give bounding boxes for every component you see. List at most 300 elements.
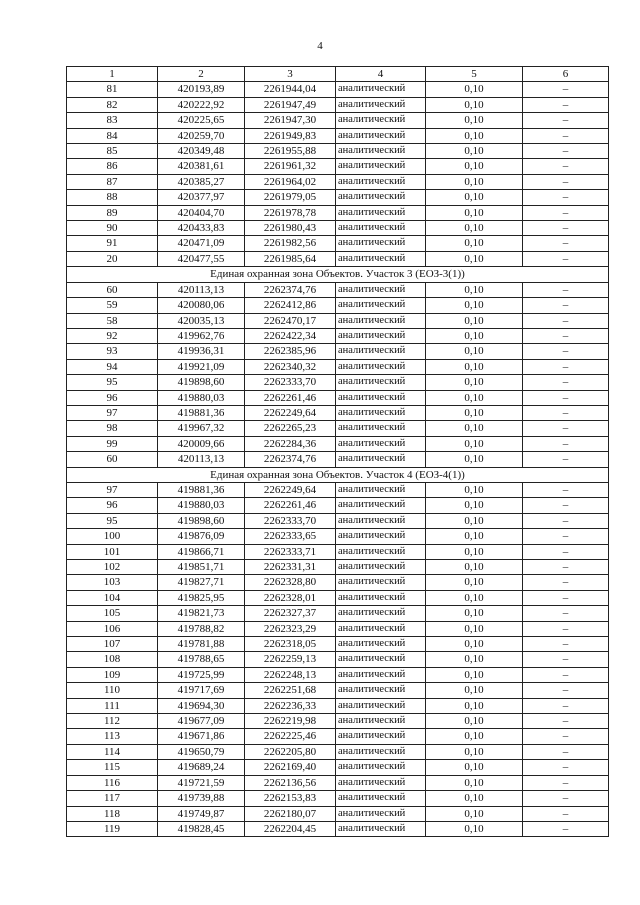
x-coordinate-cell: 420385,27 bbox=[158, 174, 245, 189]
x-coordinate-cell: 419725,99 bbox=[158, 667, 245, 682]
x-coordinate-cell: 419881,36 bbox=[158, 405, 245, 420]
x-coordinate-cell: 420080,06 bbox=[158, 298, 245, 313]
note-cell: – bbox=[523, 82, 609, 97]
accuracy-cell: 0,10 bbox=[426, 159, 523, 174]
accuracy-cell: 0,10 bbox=[426, 482, 523, 497]
x-coordinate-cell: 419866,71 bbox=[158, 544, 245, 559]
method-cell: аналитический bbox=[336, 606, 426, 621]
point-number-cell: 90 bbox=[67, 221, 158, 236]
table-row bbox=[67, 221, 609, 236]
accuracy-cell: 0,10 bbox=[426, 174, 523, 189]
note-cell: – bbox=[523, 560, 609, 575]
method-cell: аналитический bbox=[336, 544, 426, 559]
x-coordinate-cell: 419898,60 bbox=[158, 513, 245, 528]
note-cell: – bbox=[523, 529, 609, 544]
point-number-cell: 109 bbox=[67, 667, 158, 682]
point-number-cell: 112 bbox=[67, 714, 158, 729]
y-coordinate-cell: 2261949,83 bbox=[245, 128, 336, 143]
y-coordinate-cell: 2262261,46 bbox=[245, 390, 336, 405]
table-row bbox=[67, 529, 609, 544]
method-cell: аналитический bbox=[336, 144, 426, 159]
table-row bbox=[67, 113, 609, 128]
method-cell: аналитический bbox=[336, 621, 426, 636]
accuracy-cell: 0,10 bbox=[426, 652, 523, 667]
method-cell: аналитический bbox=[336, 667, 426, 682]
table-row bbox=[67, 128, 609, 143]
note-cell: – bbox=[523, 282, 609, 297]
note-cell: – bbox=[523, 729, 609, 744]
y-coordinate-cell: 2261944,04 bbox=[245, 82, 336, 97]
table-row bbox=[67, 436, 609, 451]
y-coordinate-cell: 2262333,70 bbox=[245, 375, 336, 390]
x-coordinate-cell: 419962,76 bbox=[158, 328, 245, 343]
table-row bbox=[67, 236, 609, 251]
x-coordinate-cell: 420349,48 bbox=[158, 144, 245, 159]
accuracy-cell: 0,10 bbox=[426, 606, 523, 621]
point-number-cell: 60 bbox=[67, 282, 158, 297]
note-cell: – bbox=[523, 575, 609, 590]
point-number-cell: 99 bbox=[67, 436, 158, 451]
x-coordinate-cell: 419881,36 bbox=[158, 482, 245, 497]
y-coordinate-cell: 2261947,30 bbox=[245, 113, 336, 128]
table-row bbox=[67, 744, 609, 759]
x-coordinate-cell: 419749,87 bbox=[158, 806, 245, 821]
method-cell: аналитический bbox=[336, 482, 426, 497]
note-cell: – bbox=[523, 452, 609, 467]
note-cell: – bbox=[523, 375, 609, 390]
x-coordinate-cell: 419828,45 bbox=[158, 821, 245, 836]
note-cell: – bbox=[523, 313, 609, 328]
point-number-cell: 83 bbox=[67, 113, 158, 128]
method-cell: аналитический bbox=[336, 652, 426, 667]
method-cell: аналитический bbox=[336, 174, 426, 189]
coordinates-table bbox=[66, 66, 609, 837]
table-row bbox=[67, 159, 609, 174]
accuracy-cell: 0,10 bbox=[426, 714, 523, 729]
table-row bbox=[67, 405, 609, 420]
note-cell: – bbox=[523, 498, 609, 513]
method-cell: аналитический bbox=[336, 744, 426, 759]
table-row bbox=[67, 144, 609, 159]
accuracy-cell: 0,10 bbox=[426, 513, 523, 528]
point-number-cell: 115 bbox=[67, 760, 158, 775]
x-coordinate-cell: 419650,79 bbox=[158, 744, 245, 759]
accuracy-cell: 0,10 bbox=[426, 221, 523, 236]
accuracy-cell: 0,10 bbox=[426, 405, 523, 420]
table-row bbox=[67, 760, 609, 775]
y-coordinate-cell: 2261978,78 bbox=[245, 205, 336, 220]
point-number-cell: 58 bbox=[67, 313, 158, 328]
point-number-cell: 87 bbox=[67, 174, 158, 189]
note-cell: – bbox=[523, 590, 609, 605]
x-coordinate-cell: 419825,95 bbox=[158, 590, 245, 605]
y-coordinate-cell: 2262261,46 bbox=[245, 498, 336, 513]
note-cell: – bbox=[523, 436, 609, 451]
note-cell: – bbox=[523, 421, 609, 436]
y-coordinate-cell: 2262136,56 bbox=[245, 775, 336, 790]
y-coordinate-cell: 2262153,83 bbox=[245, 791, 336, 806]
table-row bbox=[67, 359, 609, 374]
y-coordinate-cell: 2262323,29 bbox=[245, 621, 336, 636]
y-coordinate-cell: 2262374,76 bbox=[245, 282, 336, 297]
y-coordinate-cell: 2262236,33 bbox=[245, 698, 336, 713]
point-number-cell: 82 bbox=[67, 97, 158, 112]
y-coordinate-cell: 2262205,80 bbox=[245, 744, 336, 759]
method-cell: аналитический bbox=[336, 575, 426, 590]
point-number-cell: 95 bbox=[67, 375, 158, 390]
note-cell: – bbox=[523, 190, 609, 205]
note-cell: – bbox=[523, 667, 609, 682]
y-coordinate-cell: 2262470,17 bbox=[245, 313, 336, 328]
column-header: 4 bbox=[336, 67, 426, 82]
table-row bbox=[67, 698, 609, 713]
table-row bbox=[67, 82, 609, 97]
y-coordinate-cell: 2262412,86 bbox=[245, 298, 336, 313]
point-number-cell: 81 bbox=[67, 82, 158, 97]
x-coordinate-cell: 419880,03 bbox=[158, 498, 245, 513]
x-coordinate-cell: 420113,13 bbox=[158, 452, 245, 467]
table-row bbox=[67, 791, 609, 806]
y-coordinate-cell: 2262333,65 bbox=[245, 529, 336, 544]
y-coordinate-cell: 2261982,56 bbox=[245, 236, 336, 251]
method-cell: аналитический bbox=[336, 513, 426, 528]
method-cell: аналитический bbox=[336, 375, 426, 390]
section-title-row bbox=[67, 267, 609, 282]
table-row bbox=[67, 298, 609, 313]
note-cell: – bbox=[523, 821, 609, 836]
point-number-cell: 113 bbox=[67, 729, 158, 744]
y-coordinate-cell: 2262318,05 bbox=[245, 637, 336, 652]
table-row bbox=[67, 452, 609, 467]
method-cell: аналитический bbox=[336, 760, 426, 775]
table-row bbox=[67, 421, 609, 436]
table-row bbox=[67, 205, 609, 220]
method-cell: аналитический bbox=[336, 251, 426, 266]
table-row bbox=[67, 251, 609, 266]
y-coordinate-cell: 2262180,07 bbox=[245, 806, 336, 821]
note-cell: – bbox=[523, 159, 609, 174]
accuracy-cell: 0,10 bbox=[426, 128, 523, 143]
y-coordinate-cell: 2262249,64 bbox=[245, 482, 336, 497]
accuracy-cell: 0,10 bbox=[426, 621, 523, 636]
accuracy-cell: 0,10 bbox=[426, 82, 523, 97]
note-cell: – bbox=[523, 482, 609, 497]
method-cell: аналитический bbox=[336, 313, 426, 328]
note-cell: – bbox=[523, 744, 609, 759]
accuracy-cell: 0,10 bbox=[426, 683, 523, 698]
note-cell: – bbox=[523, 714, 609, 729]
column-header: 6 bbox=[523, 67, 609, 82]
accuracy-cell: 0,10 bbox=[426, 97, 523, 112]
method-cell: аналитический bbox=[336, 791, 426, 806]
accuracy-cell: 0,10 bbox=[426, 328, 523, 343]
note-cell: – bbox=[523, 236, 609, 251]
point-number-cell: 117 bbox=[67, 791, 158, 806]
accuracy-cell: 0,10 bbox=[426, 590, 523, 605]
section-title: Единая охранная зона Объектов. Участок 3 (ЕОЗ-3(1)) bbox=[67, 267, 609, 282]
method-cell: аналитический bbox=[336, 97, 426, 112]
note-cell: – bbox=[523, 251, 609, 266]
x-coordinate-cell: 420009,66 bbox=[158, 436, 245, 451]
method-cell: аналитический bbox=[336, 282, 426, 297]
point-number-cell: 96 bbox=[67, 390, 158, 405]
note-cell: – bbox=[523, 405, 609, 420]
x-coordinate-cell: 419821,73 bbox=[158, 606, 245, 621]
y-coordinate-cell: 2262327,37 bbox=[245, 606, 336, 621]
point-number-cell: 107 bbox=[67, 637, 158, 652]
column-header: 2 bbox=[158, 67, 245, 82]
point-number-cell: 94 bbox=[67, 359, 158, 374]
method-cell: аналитический bbox=[336, 405, 426, 420]
note-cell: – bbox=[523, 791, 609, 806]
table-row bbox=[67, 637, 609, 652]
table-row bbox=[67, 544, 609, 559]
note-cell: – bbox=[523, 698, 609, 713]
method-cell: аналитический bbox=[336, 113, 426, 128]
point-number-cell: 111 bbox=[67, 698, 158, 713]
method-cell: аналитический bbox=[336, 452, 426, 467]
accuracy-cell: 0,10 bbox=[426, 698, 523, 713]
y-coordinate-cell: 2262249,64 bbox=[245, 405, 336, 420]
table-row bbox=[67, 560, 609, 575]
point-number-cell: 95 bbox=[67, 513, 158, 528]
point-number-cell: 97 bbox=[67, 482, 158, 497]
table-row bbox=[67, 174, 609, 189]
y-coordinate-cell: 2261961,32 bbox=[245, 159, 336, 174]
point-number-cell: 118 bbox=[67, 806, 158, 821]
accuracy-cell: 0,10 bbox=[426, 359, 523, 374]
point-number-cell: 101 bbox=[67, 544, 158, 559]
column-header: 1 bbox=[67, 67, 158, 82]
x-coordinate-cell: 419898,60 bbox=[158, 375, 245, 390]
point-number-cell: 88 bbox=[67, 190, 158, 205]
method-cell: аналитический bbox=[336, 421, 426, 436]
accuracy-cell: 0,10 bbox=[426, 421, 523, 436]
accuracy-cell: 0,10 bbox=[426, 544, 523, 559]
note-cell: – bbox=[523, 344, 609, 359]
note-cell: – bbox=[523, 390, 609, 405]
point-number-cell: 85 bbox=[67, 144, 158, 159]
table-row bbox=[67, 590, 609, 605]
method-cell: аналитический bbox=[336, 344, 426, 359]
note-cell: – bbox=[523, 144, 609, 159]
table-row bbox=[67, 344, 609, 359]
table-row bbox=[67, 775, 609, 790]
y-coordinate-cell: 2262204,45 bbox=[245, 821, 336, 836]
note-cell: – bbox=[523, 359, 609, 374]
method-cell: аналитический bbox=[336, 498, 426, 513]
y-coordinate-cell: 2262248,13 bbox=[245, 667, 336, 682]
y-coordinate-cell: 2262328,80 bbox=[245, 575, 336, 590]
y-coordinate-cell: 2262340,32 bbox=[245, 359, 336, 374]
note-cell: – bbox=[523, 97, 609, 112]
note-cell: – bbox=[523, 683, 609, 698]
x-coordinate-cell: 419671,86 bbox=[158, 729, 245, 744]
table-row bbox=[67, 606, 609, 621]
point-number-cell: 108 bbox=[67, 652, 158, 667]
point-number-cell: 104 bbox=[67, 590, 158, 605]
accuracy-cell: 0,10 bbox=[426, 744, 523, 759]
accuracy-cell: 0,10 bbox=[426, 236, 523, 251]
x-coordinate-cell: 419827,71 bbox=[158, 575, 245, 590]
note-cell: – bbox=[523, 621, 609, 636]
y-coordinate-cell: 2261964,02 bbox=[245, 174, 336, 189]
y-coordinate-cell: 2262265,23 bbox=[245, 421, 336, 436]
method-cell: аналитический bbox=[336, 390, 426, 405]
point-number-cell: 102 bbox=[67, 560, 158, 575]
point-number-cell: 114 bbox=[67, 744, 158, 759]
method-cell: аналитический bbox=[336, 298, 426, 313]
x-coordinate-cell: 420259,70 bbox=[158, 128, 245, 143]
y-coordinate-cell: 2261979,05 bbox=[245, 190, 336, 205]
accuracy-cell: 0,10 bbox=[426, 667, 523, 682]
accuracy-cell: 0,10 bbox=[426, 113, 523, 128]
accuracy-cell: 0,10 bbox=[426, 575, 523, 590]
method-cell: аналитический bbox=[336, 637, 426, 652]
y-coordinate-cell: 2261980,43 bbox=[245, 221, 336, 236]
note-cell: – bbox=[523, 513, 609, 528]
table-row bbox=[67, 821, 609, 836]
note-cell: – bbox=[523, 298, 609, 313]
accuracy-cell: 0,10 bbox=[426, 344, 523, 359]
x-coordinate-cell: 419851,71 bbox=[158, 560, 245, 575]
table-body bbox=[67, 67, 609, 837]
x-coordinate-cell: 419967,32 bbox=[158, 421, 245, 436]
y-coordinate-cell: 2262169,40 bbox=[245, 760, 336, 775]
x-coordinate-cell: 419677,09 bbox=[158, 714, 245, 729]
accuracy-cell: 0,10 bbox=[426, 205, 523, 220]
point-number-cell: 100 bbox=[67, 529, 158, 544]
column-header: 3 bbox=[245, 67, 336, 82]
note-cell: – bbox=[523, 806, 609, 821]
point-number-cell: 60 bbox=[67, 452, 158, 467]
accuracy-cell: 0,10 bbox=[426, 313, 523, 328]
method-cell: аналитический bbox=[336, 82, 426, 97]
section-title: Единая охранная зона Объектов. Участок 4 (ЕОЗ-4(1)) bbox=[67, 467, 609, 482]
table-row bbox=[67, 97, 609, 112]
accuracy-cell: 0,10 bbox=[426, 390, 523, 405]
note-cell: – bbox=[523, 128, 609, 143]
table-row bbox=[67, 282, 609, 297]
method-cell: аналитический bbox=[336, 328, 426, 343]
accuracy-cell: 0,10 bbox=[426, 298, 523, 313]
point-number-cell: 119 bbox=[67, 821, 158, 836]
method-cell: аналитический bbox=[336, 683, 426, 698]
point-number-cell: 59 bbox=[67, 298, 158, 313]
point-number-cell: 110 bbox=[67, 683, 158, 698]
y-coordinate-cell: 2262219,98 bbox=[245, 714, 336, 729]
point-number-cell: 98 bbox=[67, 421, 158, 436]
y-coordinate-cell: 2262259,13 bbox=[245, 652, 336, 667]
x-coordinate-cell: 420377,97 bbox=[158, 190, 245, 205]
point-number-cell: 96 bbox=[67, 498, 158, 513]
accuracy-cell: 0,10 bbox=[426, 498, 523, 513]
x-coordinate-cell: 419694,30 bbox=[158, 698, 245, 713]
method-cell: аналитический bbox=[336, 698, 426, 713]
x-coordinate-cell: 419788,65 bbox=[158, 652, 245, 667]
x-coordinate-cell: 420193,89 bbox=[158, 82, 245, 97]
x-coordinate-cell: 419876,09 bbox=[158, 529, 245, 544]
method-cell: аналитический bbox=[336, 128, 426, 143]
y-coordinate-cell: 2262385,96 bbox=[245, 344, 336, 359]
accuracy-cell: 0,10 bbox=[426, 791, 523, 806]
table-row bbox=[67, 714, 609, 729]
accuracy-cell: 0,10 bbox=[426, 436, 523, 451]
method-cell: аналитический bbox=[336, 159, 426, 174]
table-row bbox=[67, 498, 609, 513]
page-number: 4 bbox=[317, 40, 323, 52]
table-row bbox=[67, 652, 609, 667]
y-coordinate-cell: 2262333,71 bbox=[245, 544, 336, 559]
x-coordinate-cell: 419781,88 bbox=[158, 637, 245, 652]
y-coordinate-cell: 2262328,01 bbox=[245, 590, 336, 605]
accuracy-cell: 0,10 bbox=[426, 760, 523, 775]
method-cell: аналитический bbox=[336, 560, 426, 575]
method-cell: аналитический bbox=[336, 775, 426, 790]
note-cell: – bbox=[523, 221, 609, 236]
note-cell: – bbox=[523, 775, 609, 790]
accuracy-cell: 0,10 bbox=[426, 190, 523, 205]
note-cell: – bbox=[523, 544, 609, 559]
x-coordinate-cell: 419921,09 bbox=[158, 359, 245, 374]
accuracy-cell: 0,10 bbox=[426, 806, 523, 821]
note-cell: – bbox=[523, 652, 609, 667]
x-coordinate-cell: 419689,24 bbox=[158, 760, 245, 775]
point-number-cell: 105 bbox=[67, 606, 158, 621]
y-coordinate-cell: 2262284,36 bbox=[245, 436, 336, 451]
x-coordinate-cell: 419717,69 bbox=[158, 683, 245, 698]
method-cell: аналитический bbox=[336, 590, 426, 605]
accuracy-cell: 0,10 bbox=[426, 144, 523, 159]
table-row bbox=[67, 375, 609, 390]
accuracy-cell: 0,10 bbox=[426, 560, 523, 575]
point-number-cell: 89 bbox=[67, 205, 158, 220]
point-number-cell: 103 bbox=[67, 575, 158, 590]
x-coordinate-cell: 419739,88 bbox=[158, 791, 245, 806]
table-row bbox=[67, 806, 609, 821]
y-coordinate-cell: 2262422,34 bbox=[245, 328, 336, 343]
x-coordinate-cell: 420225,65 bbox=[158, 113, 245, 128]
accuracy-cell: 0,10 bbox=[426, 729, 523, 744]
point-number-cell: 91 bbox=[67, 236, 158, 251]
method-cell: аналитический bbox=[336, 436, 426, 451]
accuracy-cell: 0,10 bbox=[426, 282, 523, 297]
x-coordinate-cell: 419788,82 bbox=[158, 621, 245, 636]
accuracy-cell: 0,10 bbox=[426, 452, 523, 467]
note-cell: – bbox=[523, 637, 609, 652]
accuracy-cell: 0,10 bbox=[426, 775, 523, 790]
method-cell: аналитический bbox=[336, 205, 426, 220]
point-number-cell: 97 bbox=[67, 405, 158, 420]
x-coordinate-cell: 420113,13 bbox=[158, 282, 245, 297]
column-header: 5 bbox=[426, 67, 523, 82]
accuracy-cell: 0,10 bbox=[426, 821, 523, 836]
table-row bbox=[67, 513, 609, 528]
y-coordinate-cell: 2262251,68 bbox=[245, 683, 336, 698]
method-cell: аналитический bbox=[336, 359, 426, 374]
table-header-row bbox=[67, 67, 609, 82]
table-row bbox=[67, 729, 609, 744]
x-coordinate-cell: 419721,59 bbox=[158, 775, 245, 790]
table-row bbox=[67, 683, 609, 698]
table-row bbox=[67, 667, 609, 682]
x-coordinate-cell: 420404,70 bbox=[158, 205, 245, 220]
point-number-cell: 92 bbox=[67, 328, 158, 343]
method-cell: аналитический bbox=[336, 729, 426, 744]
y-coordinate-cell: 2261947,49 bbox=[245, 97, 336, 112]
point-number-cell: 20 bbox=[67, 251, 158, 266]
table-row bbox=[67, 313, 609, 328]
